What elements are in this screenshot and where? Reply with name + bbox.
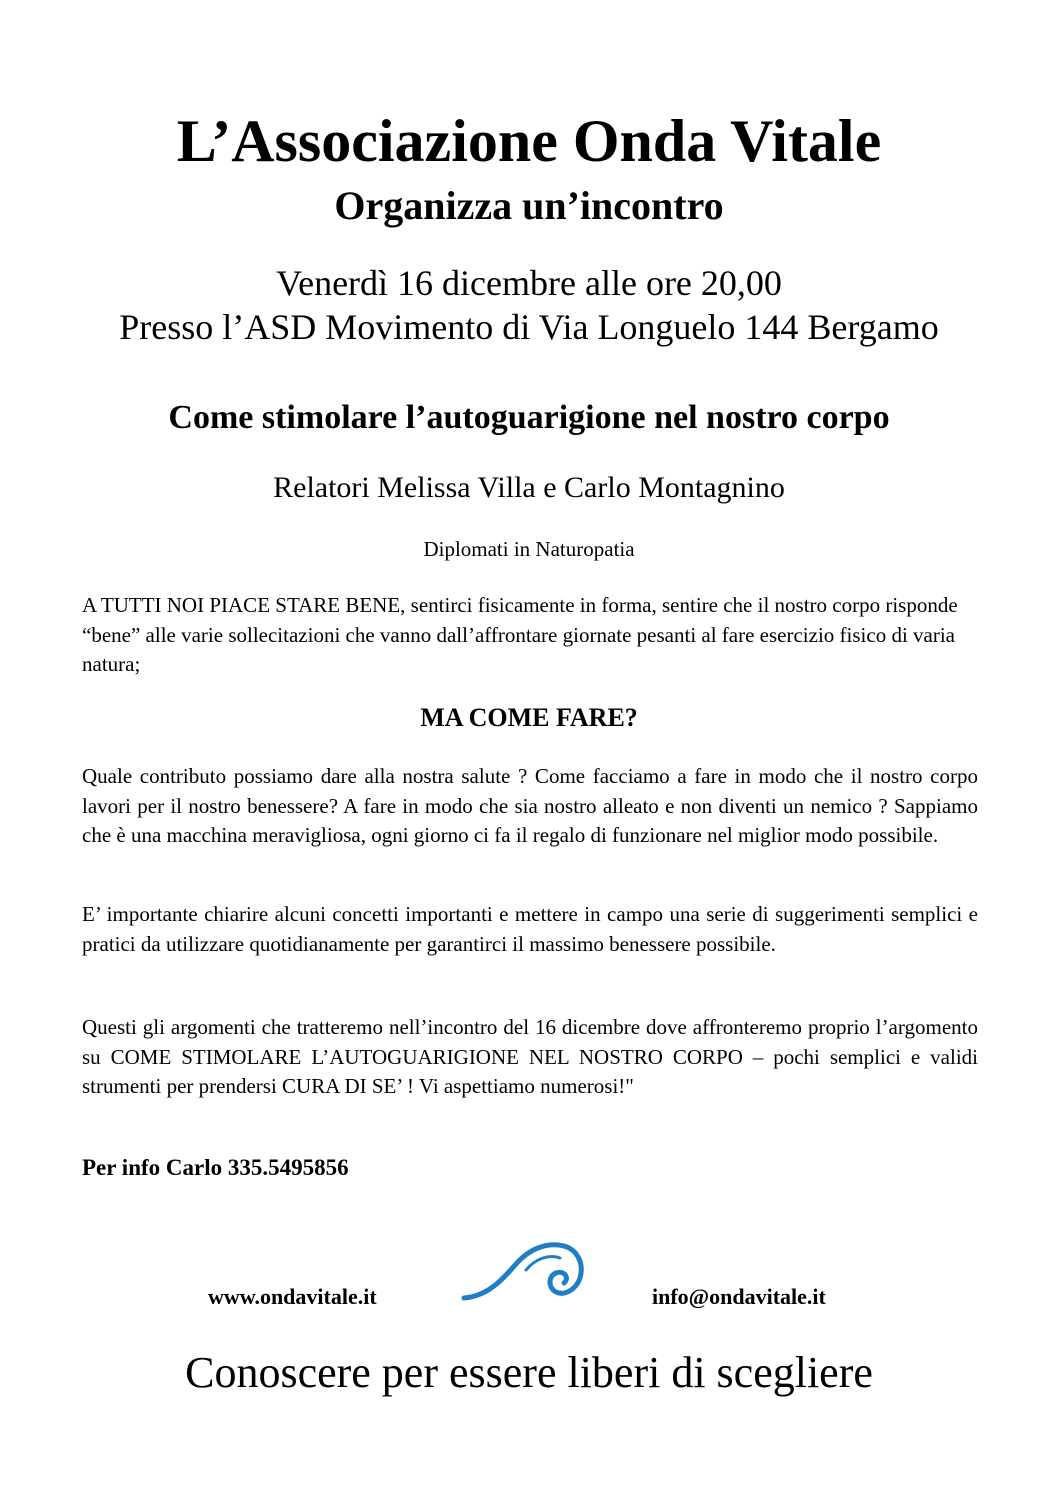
event-speakers: Relatori Melissa Villa e Carlo Montagnino [273, 471, 785, 504]
wave-logo-path [464, 1245, 581, 1298]
body-paragraph-1: Quale contributo possiamo dare alla nostra salute ? Come facciamo a fare in modo che il nostro corpo lavori per il nostro benessere? A fare in modo che sia nostro alleato e non diventi un nemico ? Sappiamo che è una macchina meravigliosa, ogni giorno ci fa il regalo di funzionare nel miglior modo possibile. [82, 764, 978, 847]
body-paragraph-2: E’ importante chiarire alcuni concetti importanti e mettere in campo una serie di suggerimenti semplici e pratici da utilizzare quotidianamente per garantirci il massimo benessere possibile. [82, 902, 978, 956]
wave-logo-icon [460, 1240, 585, 1306]
event-date: Venerdì 16 dicembre alle ore 20,00 [276, 263, 782, 303]
wave-logo-inner-path [526, 1257, 560, 1271]
question-heading: MA COME FARE? [420, 703, 638, 732]
page-title: L’Associazione Onda Vitale [176, 108, 882, 174]
intro-paragraph: A TUTTI NOI PIACE STARE BENE, sentirci fisicamente in forma, sentire che il nostro corpo risponde “bene” alle varie sollecitazioni che vanno dall’affrontare giornate pesanti al fare esercizio fisico di varia natura; [82, 593, 958, 676]
email-link[interactable]: info@ondavitale.it [652, 1284, 826, 1309]
contact-info: Per info Carlo 335.5495856 [82, 1155, 349, 1180]
speaker-credentials: Diplomati in Naturopatia [423, 537, 635, 561]
body-paragraph-3: Questi gli argomenti che tratteremo nell’incontro del 16 dicembre dove affronteremo proprio l’argomento su COME STIMOLARE L’AUTOGUARIGIONE NEL NOSTRO CORPO – pochi semplici e validi strumenti per prendersi CURA DI SE’ ! Vi aspettiamo numerosi!" [82, 1015, 978, 1098]
event-venue: Presso l’ASD Movimento di Via Longuelo 144 Bergamo [119, 307, 939, 347]
website-link[interactable]: www.ondavitale.it [208, 1284, 377, 1309]
event-topic: Come stimolare l’autoguarigione nel nostro corpo [168, 399, 890, 436]
page-subtitle: Organizza un’incontro [334, 183, 724, 228]
motto: Conoscere per essere liberi di scegliere [185, 1348, 873, 1397]
